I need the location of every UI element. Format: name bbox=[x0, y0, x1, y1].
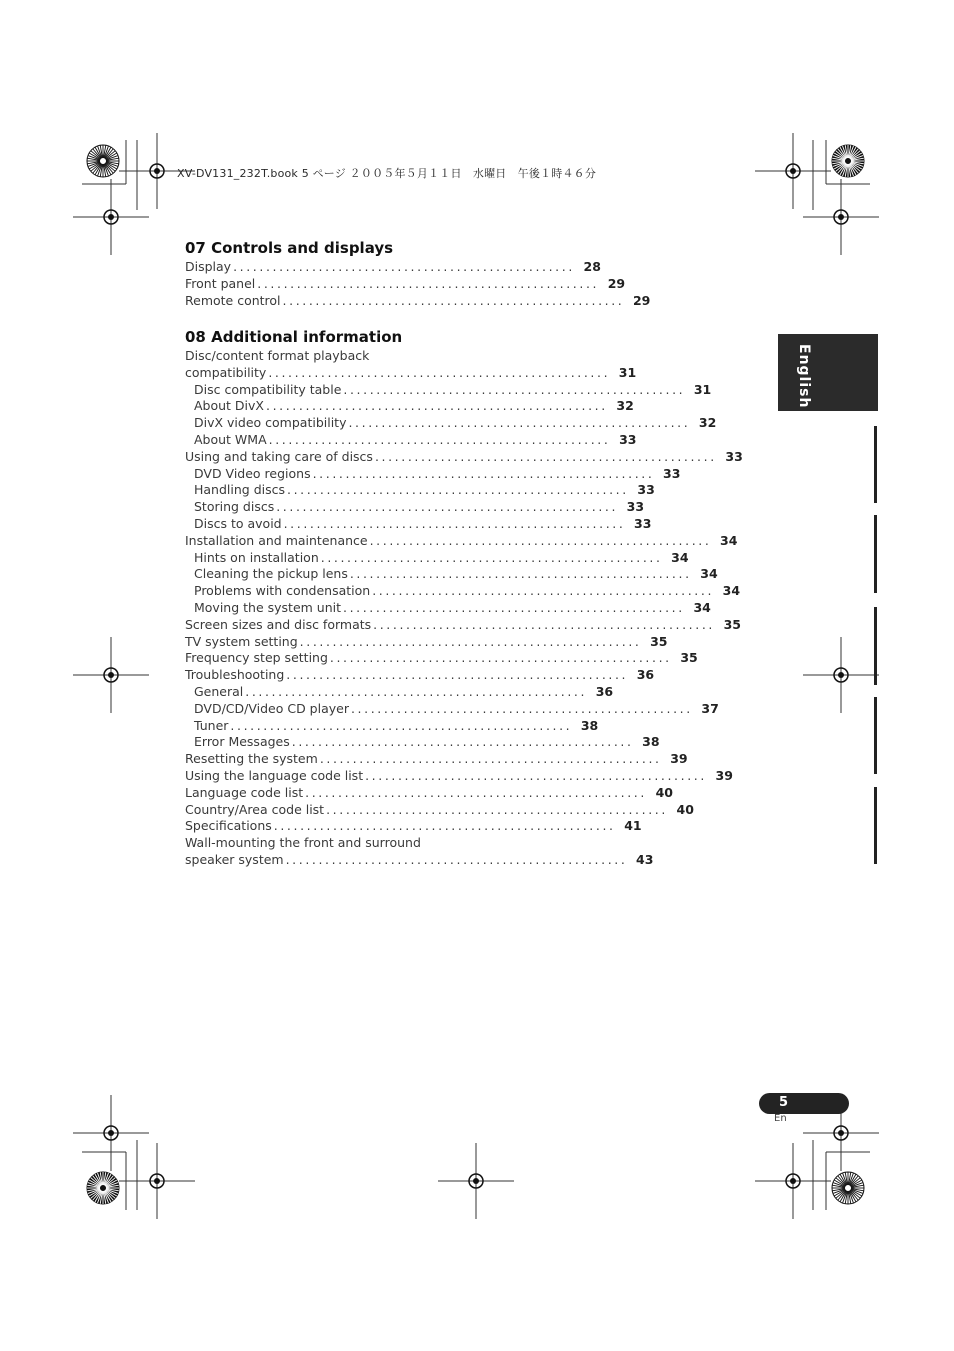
registration-dot bbox=[790, 1178, 796, 1184]
toc-entry[interactable] bbox=[185, 381, 712, 399]
toc-entry[interactable] bbox=[185, 275, 626, 293]
toc-leader-dots: .................................................... bbox=[320, 549, 663, 565]
page-number: 5 bbox=[779, 1095, 789, 1110]
page-number-badge bbox=[759, 1093, 849, 1114]
toc-entry[interactable] bbox=[185, 801, 694, 819]
toc-entry-page: 33 bbox=[626, 499, 645, 515]
page-language-code: En bbox=[774, 1113, 787, 1124]
registration-dot bbox=[154, 168, 160, 174]
toc-entry-page: 33 bbox=[725, 448, 743, 464]
toc-entry[interactable] bbox=[185, 851, 654, 869]
toc-leader-dots: .................................................... bbox=[291, 734, 634, 750]
toc-leader-dots: .................................................... bbox=[276, 499, 619, 515]
registration-dot bbox=[838, 1130, 844, 1136]
toc-leader-dots: .................................................... bbox=[349, 566, 692, 582]
toc-leader-dots: .................................................... bbox=[282, 292, 625, 308]
toc-entry[interactable] bbox=[185, 259, 601, 276]
toc-entry-label: Tuner bbox=[194, 717, 229, 733]
toc-leader-dots: .................................................... bbox=[365, 767, 707, 783]
toc-leader-dots: .................................................... bbox=[285, 851, 628, 867]
toc-entry-label: TV system setting bbox=[185, 633, 298, 649]
toc-entry-page: 39 bbox=[670, 751, 688, 767]
toc-entry-page: 34 bbox=[720, 532, 738, 548]
toc-leader-dots: .................................................... bbox=[373, 616, 715, 632]
toc-entry-page: 34 bbox=[693, 599, 711, 615]
toc-entry[interactable] bbox=[185, 515, 652, 533]
toc-leader-dots: .................................................... bbox=[312, 465, 655, 481]
toc-entry-page: 36 bbox=[595, 683, 614, 699]
toc-entry-label: Remote control bbox=[185, 292, 281, 308]
registration-dot bbox=[473, 1178, 479, 1184]
toc-leader-dots: .................................................... bbox=[257, 275, 600, 291]
toc-leader-dots: .................................................... bbox=[305, 784, 647, 800]
section-07-title: 07 Controls and displays bbox=[185, 239, 394, 257]
toc-leader-dots: .................................................... bbox=[233, 259, 575, 274]
toc-entry-page: 29 bbox=[632, 292, 651, 308]
toc-entry-label: Moving the system unit bbox=[194, 599, 342, 615]
toc-entry-page: 40 bbox=[676, 801, 694, 817]
toc-entry-label: DVD Video regions bbox=[194, 465, 311, 481]
toc-entry[interactable] bbox=[185, 767, 733, 785]
toc-leader-dots: .................................................... bbox=[287, 482, 629, 498]
toc-leader-dots: .................................................... bbox=[268, 431, 611, 447]
toc-entry-label: Country/Area code list bbox=[185, 801, 325, 817]
toc-entry[interactable] bbox=[185, 650, 698, 667]
side-index-bar bbox=[874, 515, 877, 593]
toc-entry-page: 34 bbox=[671, 549, 689, 565]
toc-entry[interactable] bbox=[185, 633, 668, 651]
toc-entry[interactable] bbox=[185, 700, 719, 718]
toc-entry-page: 35 bbox=[650, 633, 668, 649]
side-index-bar bbox=[874, 426, 877, 503]
toc-leader-dots: .................................................... bbox=[326, 801, 668, 817]
toc-entry-label: Screen sizes and disc formats bbox=[185, 616, 372, 632]
toc-leader-dots: .................................................... bbox=[230, 717, 573, 733]
toc-entry-page: 35 bbox=[680, 650, 698, 666]
toc-entry-label: Cleaning the pickup lens bbox=[194, 566, 348, 582]
file-header-line: XV-DV131_232T.book 5 ページ ２００５年５月１１日 水曜日 午後１時４６分 bbox=[177, 167, 597, 180]
side-index-bar bbox=[874, 607, 877, 685]
registration-dot bbox=[108, 214, 114, 220]
toc-entry-label: Storing discs bbox=[194, 499, 275, 515]
toc-entry-page: 28 bbox=[583, 259, 601, 274]
toc-entry-page: 33 bbox=[619, 431, 637, 447]
registration-dot bbox=[790, 168, 796, 174]
toc-entry-label: Specifications bbox=[185, 818, 272, 834]
toc-leader-dots: .................................................... bbox=[369, 532, 712, 548]
toc-entry[interactable] bbox=[185, 364, 637, 382]
toc-entry-label: General bbox=[194, 683, 244, 699]
toc-entry-page: 43 bbox=[636, 851, 654, 867]
toc-entry[interactable] bbox=[185, 599, 711, 617]
toc-entry-page: 38 bbox=[580, 717, 599, 733]
toc-entry-label: Using the language code list bbox=[185, 767, 364, 783]
registration-dot bbox=[154, 1178, 160, 1184]
toc-entry-page: 31 bbox=[693, 381, 712, 397]
toc-leader-dots: .................................................... bbox=[283, 515, 626, 531]
toc-entry-label: Problems with condensation bbox=[194, 583, 371, 599]
toc-leader-dots: .................................................... bbox=[245, 683, 588, 699]
toc-entry-page: 36 bbox=[636, 667, 655, 683]
toc-entry-label: speaker system bbox=[185, 851, 284, 867]
toc-entry-label: Troubleshooting bbox=[185, 667, 285, 683]
toc-entry-page: 33 bbox=[637, 482, 655, 498]
toc-entry-page: 41 bbox=[624, 818, 642, 834]
toc-leader-dots: .................................................... bbox=[372, 583, 715, 599]
toc-leader-dots: .................................................... bbox=[286, 667, 629, 683]
registration-dot bbox=[838, 672, 844, 678]
toc-entry-label: DVD/CD/Video CD player bbox=[194, 700, 349, 716]
toc-entry-label: Language code list bbox=[185, 784, 304, 800]
toc-entry-page: 35 bbox=[723, 616, 741, 632]
toc-leader-dots: .................................................... bbox=[273, 818, 616, 834]
toc-entry-page: 31 bbox=[618, 364, 637, 380]
toc-entry-page: 39 bbox=[715, 767, 733, 783]
toc-entry[interactable] bbox=[185, 751, 688, 768]
toc-leader-dots: .................................................... bbox=[343, 381, 686, 397]
toc-leader-dots: .................................................... bbox=[299, 633, 642, 649]
toc-entry[interactable] bbox=[185, 532, 738, 550]
toc-entry-label: compatibility bbox=[185, 364, 267, 380]
toc-entry-label: Front panel bbox=[185, 275, 256, 291]
toc-entry[interactable] bbox=[185, 482, 655, 499]
section-08-additional bbox=[185, 328, 743, 869]
toc-entry-line1: Wall-mounting the front and surround bbox=[185, 835, 421, 851]
toc-entry-line1: Disc/content format playback bbox=[185, 348, 370, 363]
toc-entry-label: About DivX bbox=[194, 398, 264, 414]
toc-entry[interactable] bbox=[185, 616, 741, 634]
toc-entry[interactable] bbox=[185, 583, 741, 600]
toc-entry[interactable] bbox=[185, 566, 718, 583]
section-08-entries bbox=[185, 364, 743, 835]
toc-entry-label: Frequency step setting bbox=[185, 650, 328, 666]
toc-entry-page: 33 bbox=[634, 515, 652, 531]
toc-entry[interactable] bbox=[185, 734, 660, 751]
toc-entry[interactable] bbox=[185, 818, 642, 835]
toc-entry-label: Resetting the system bbox=[185, 751, 318, 767]
toc-entry-label: Disc compatibility table bbox=[194, 381, 342, 397]
toc-entry-page: 40 bbox=[655, 784, 673, 800]
toc-entry[interactable] bbox=[185, 683, 614, 701]
toc-entry-label: Using and taking care of discs bbox=[185, 448, 373, 464]
toc-entry-page: 37 bbox=[701, 700, 719, 716]
toc-entry[interactable] bbox=[185, 499, 645, 516]
toc-entry[interactable] bbox=[185, 465, 681, 483]
registration-dot bbox=[108, 1130, 114, 1136]
language-tab bbox=[778, 334, 878, 411]
toc-leader-dots: .................................................... bbox=[266, 398, 608, 414]
toc-entry-page: 38 bbox=[642, 734, 660, 750]
toc-entry[interactable] bbox=[185, 431, 637, 449]
toc-entry[interactable] bbox=[185, 415, 717, 432]
toc-leader-dots: .................................................... bbox=[374, 448, 717, 464]
section-07-entries bbox=[185, 259, 651, 309]
toc-entry-page: 34 bbox=[722, 583, 741, 599]
toc-entry[interactable] bbox=[185, 448, 743, 466]
toc-entry-label: Installation and maintenance bbox=[185, 532, 368, 548]
side-index-bar bbox=[874, 697, 877, 774]
registration-dot bbox=[108, 672, 114, 678]
toc-entry-label: DivX video compatibility bbox=[194, 415, 347, 431]
toc-entry-page: 32 bbox=[698, 415, 717, 431]
toc-leader-dots: .................................................... bbox=[319, 751, 662, 767]
toc-entry-label: Hints on installation bbox=[194, 549, 319, 565]
toc-entry[interactable] bbox=[185, 292, 651, 310]
toc-entry[interactable] bbox=[185, 784, 673, 802]
toc-entry[interactable] bbox=[185, 717, 599, 735]
toc-entry-label: About WMA bbox=[194, 431, 267, 447]
toc-entry[interactable] bbox=[185, 398, 634, 415]
toc-entry-label: Discs to avoid bbox=[194, 515, 282, 531]
toc-entry-page: 32 bbox=[616, 398, 634, 414]
toc-entry[interactable] bbox=[185, 667, 655, 684]
toc-entry-page: 33 bbox=[663, 465, 681, 481]
toc-leader-dots: .................................................... bbox=[350, 700, 693, 716]
language-tab-label: English bbox=[796, 344, 812, 409]
toc-leader-dots: .................................................... bbox=[329, 650, 672, 666]
toc-entry-label: Error Messages bbox=[194, 734, 290, 750]
toc-entry-page: 29 bbox=[607, 275, 626, 291]
toc-entry[interactable] bbox=[185, 549, 689, 567]
toc-entry-label: Handling discs bbox=[194, 482, 285, 498]
toc-entry-page: 34 bbox=[700, 566, 718, 582]
section-08-title: 08 Additional information bbox=[185, 328, 403, 346]
section-07-controls bbox=[185, 239, 651, 309]
registration-dot bbox=[838, 214, 844, 220]
toc-leader-dots: .................................................... bbox=[348, 415, 691, 431]
toc-entry-label: Display bbox=[185, 259, 232, 274]
toc-leader-dots: .................................................... bbox=[268, 364, 611, 380]
toc-leader-dots: .................................................... bbox=[343, 599, 685, 615]
side-index-bar bbox=[874, 787, 877, 864]
